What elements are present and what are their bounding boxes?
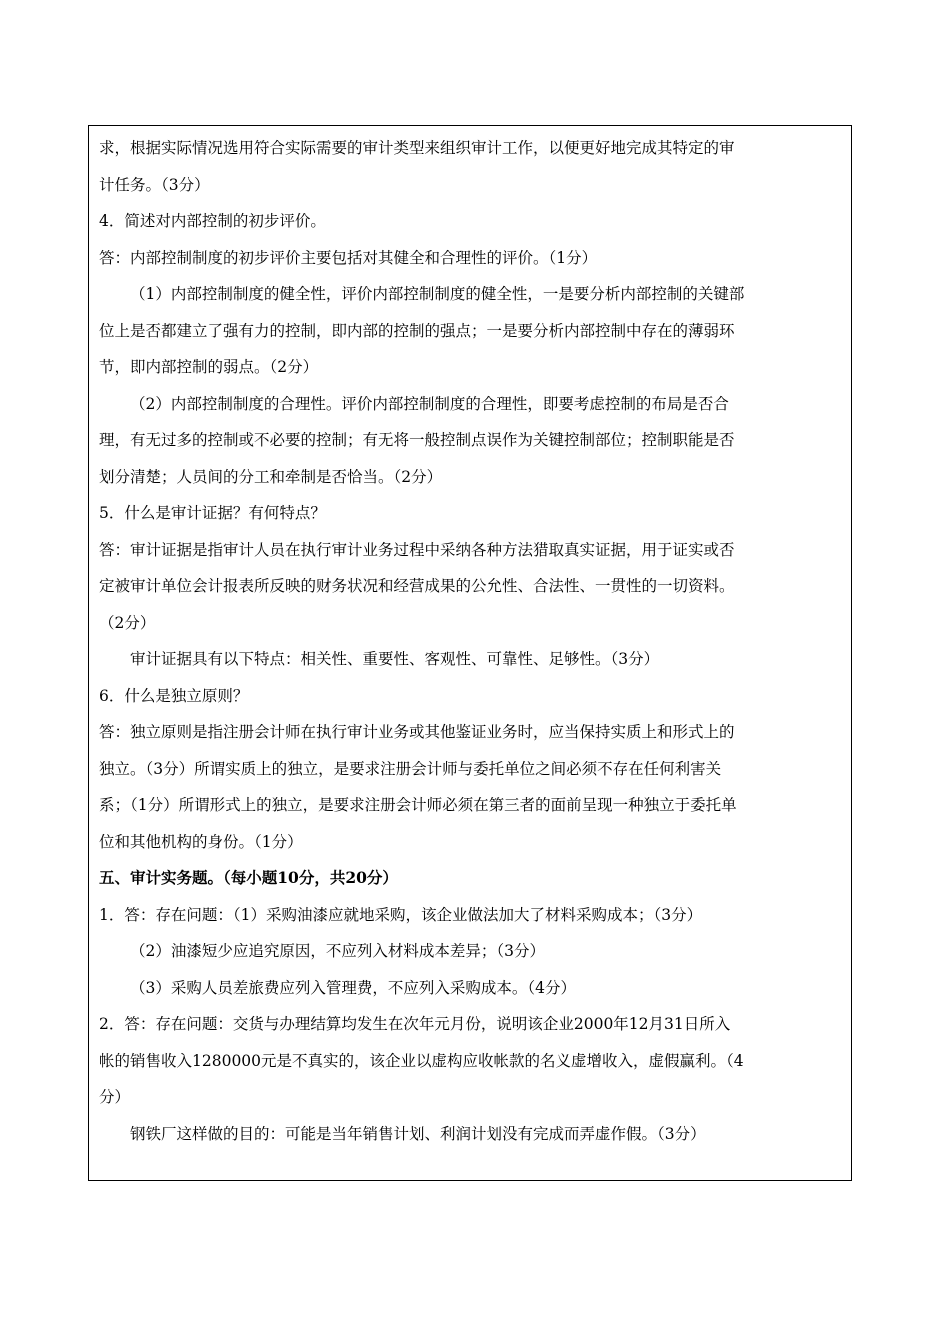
answer-line: 答：独立原则是指注册会计师在执行审计业务或其他鉴证业务时，应当保持实质上和形式上的	[99, 723, 735, 741]
text-line: 定被审计单位会计报表所反映的财务状况和经营成果的公允性、合法性、一贯性的一切资料。	[99, 577, 735, 595]
question-heading: 6．什么是独立原则？	[99, 686, 249, 705]
question-heading: 5．什么是审计证据？有何特点？	[99, 504, 326, 522]
text-line: 钢铁厂这样做的目的：可能是当年销售计划、利润计划没有完成而弄虚作假。（3分）	[130, 1124, 706, 1143]
text-line: （3）采购人员差旅费应列入管理费，不应列入采购成本。（4分）	[130, 978, 576, 997]
answer-line: 2．答：存在问题：交货与办理结算均发生在次年元月份，说明该企业2000年12月31日所入	[99, 1015, 731, 1033]
answer-line: 1．答：存在问题：（1）采购油漆应就地采购，该企业做法加大了材料采购成本；（3分）	[99, 905, 703, 924]
text-line: 位上是否都建立了强有力的控制，即内部的控制的强点；一是要分析内部控制中存在的薄弱环	[99, 321, 735, 340]
text-line: 位和其他机构的身份。（1分）	[99, 832, 303, 851]
text-line: 求，根据实际情况选用符合实际需要的审计类型来组织审计工作，以便更好地完成其特定的审	[99, 139, 735, 157]
answer-line: 答：审计证据是指审计人员在执行审计业务过程中采纳各种方法猎取真实证据，用于证实或否	[99, 540, 735, 559]
text-line: （1）内部控制制度的健全性，评价内部控制制度的健全性，一是要分析内部控制的关键部	[130, 285, 745, 303]
text-line: 划分清楚；人员间的分工和牵制是否恰当。（2分）	[99, 467, 443, 486]
text-line: 节，即内部控制的弱点。（2分）	[99, 358, 319, 376]
text-line: （2）内部控制制度的合理性。评价内部控制制度的合理性，即要考虑控制的布局是否合	[130, 394, 729, 413]
answer-line: 答：内部控制制度的初步评价主要包括对其健全和合理性的评价。（1分）	[99, 248, 598, 267]
text-line: 系；（1分）所谓形式上的独立，是要求注册会计师必须在第三者的面前呈现一种独立于委托单	[99, 796, 737, 814]
text-line: 帐的销售收入1280000元是不真实的，该企业以虚构应收帐款的名义虚增收入，虚假赢利。（4	[99, 1051, 744, 1070]
text-line: 理，有无过多的控制或不必要的控制；有无将一般控制点误作为关键控制部位；控制职能是否	[99, 431, 735, 449]
section-heading: 五、审计实务题。（每小题10分，共20分）	[99, 868, 398, 887]
text-line: 独立。（3分）所谓实质上的独立，是要求注册会计师与委托单位之间必须不存在任何利害关	[99, 759, 722, 778]
text-line: 审计证据具有以下特点：相关性、重要性、客观性、可靠性、足够性。（3分）	[130, 650, 660, 668]
text-line: （2）油漆短少应追究原因，不应列入材料成本差异；（3分）	[130, 942, 545, 960]
text-line: 分）	[99, 1088, 131, 1106]
text-line: 计任务。（3分）	[99, 175, 210, 194]
text-line: （2分）	[99, 613, 156, 632]
document-page	[88, 125, 852, 1181]
question-heading: 4．简述对内部控制的初步评价。	[99, 212, 326, 230]
